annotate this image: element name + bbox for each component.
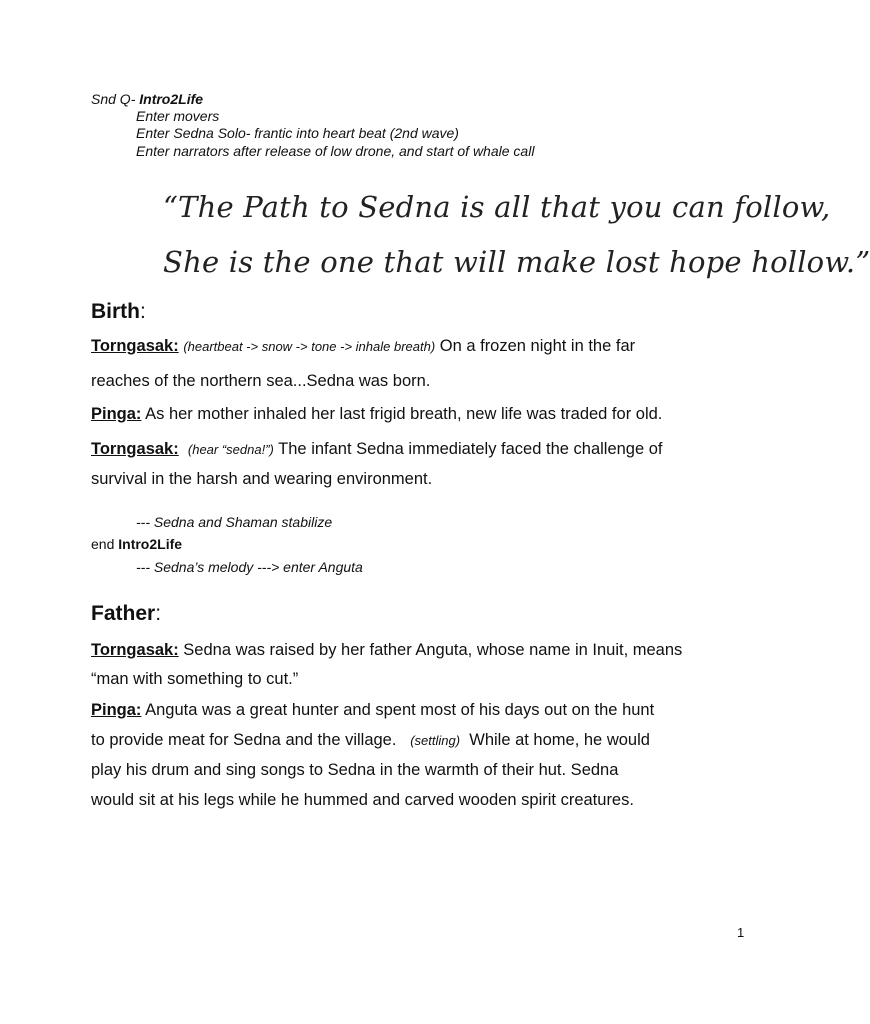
heading-text: Birth [91,300,140,323]
section-heading-birth [91,300,146,324]
section-heading-father [91,602,161,626]
dialogue-text: “man with something to cut.” [91,670,299,688]
dialogue-text: Sedna was raised by her father Anguta, whose name in Inuit, means [178,641,683,659]
dialogue-text: On a frozen night in the far [439,337,636,355]
heading-colon: : [155,602,162,625]
stage-note: --- Sedna and Shaman stabilize [136,514,333,530]
dialogue-line [91,700,654,720]
dialogue-line [91,640,682,660]
cue-prefix: Snd Q- [91,91,140,107]
stage-direction: (settling) [410,733,461,748]
cue-name: Intro2Life [139,91,204,107]
cue-end-name: Intro2Life [118,536,183,552]
cue-direction: Enter movers [136,108,220,124]
cue-end-line [91,536,182,553]
speaker-name: Pinga: [91,405,142,423]
stage-direction: (heartbeat -> snow -> tone -> inhale breath) [183,339,436,354]
quote-line-1: “The Path to Sedna is all that you can follow, [163,190,831,224]
dialogue-line [91,439,663,460]
speaker-name: Torngasak: [91,641,179,659]
dialogue-text: As her mother inhaled her last frigid breath, new life was traded for old. [145,405,663,423]
dialogue-line [91,730,650,751]
dialogue-text: would sit at his legs while he hummed and carved wooden spirit creatures. [91,791,634,809]
dialogue-line [91,404,662,424]
cue-direction: Enter Sedna Solo- frantic into heart beat (2nd wave) [136,125,459,141]
cue-end-prefix: end [91,536,119,552]
sound-cue-line [91,91,203,108]
page-number: 1 [737,925,745,940]
dialogue-text: reaches of the northern sea...Sedna was born. [91,372,431,390]
speaker-name: Torngasak: [91,440,179,458]
cue-direction: Enter narrators after release of low drone, and start of whale call [136,143,535,159]
dialogue-text: survival in the harsh and wearing environment. [91,470,433,488]
dialogue-text: The infant Sedna immediately faced the challenge of [278,440,663,458]
speaker-name: Torngasak: [91,337,179,355]
dialogue-text: to provide meat for Sedna and the village. [91,731,397,749]
dialogue-text: play his drum and sing songs to Sedna in the warmth of their hut. Sedna [91,761,619,779]
stage-note: --- Sedna’s melody ---> enter Anguta [136,559,363,575]
speaker-name: Pinga: [91,701,142,719]
quote-line-2: She is the one that will make lost hope hollow.” [163,245,870,279]
stage-direction: (hear “sedna!”) [187,442,274,457]
dialogue-text: While at home, he would [469,731,650,749]
dialogue-text: Anguta was a great hunter and spent most of his days out on the hunt [141,701,655,719]
heading-text: Father [91,602,156,625]
heading-colon: : [140,300,146,323]
dialogue-line [91,336,635,357]
